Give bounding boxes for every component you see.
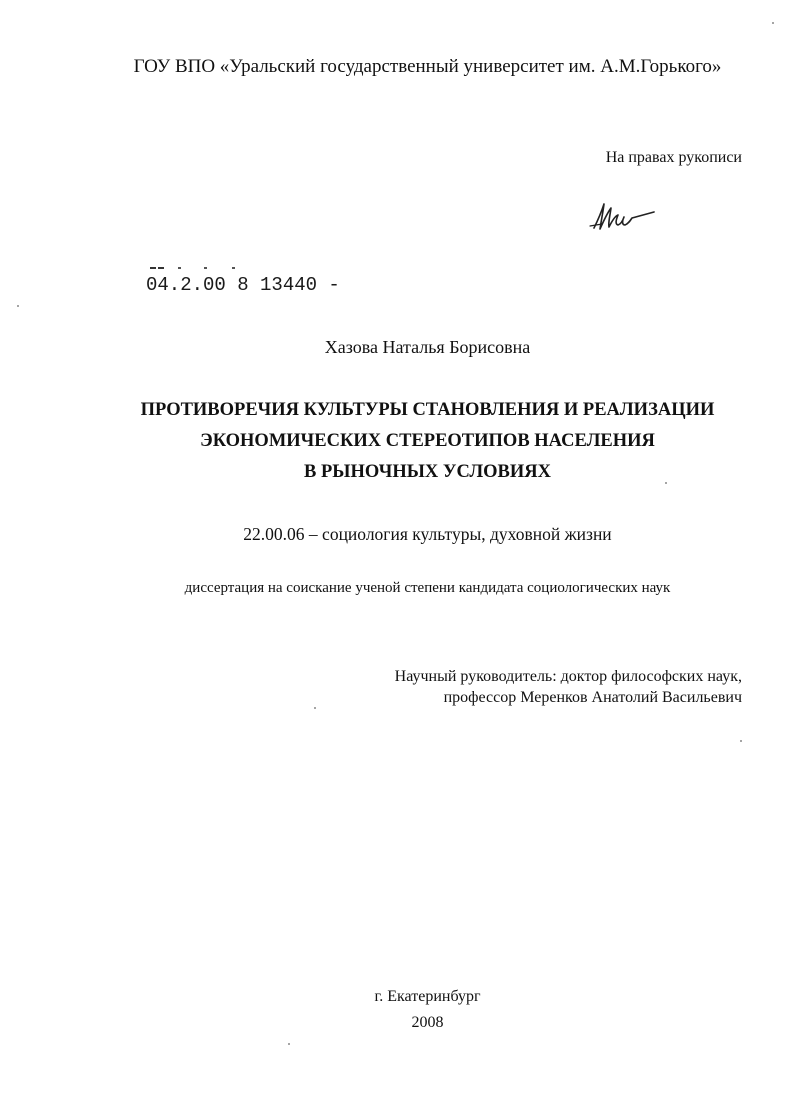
handwritten-signature-icon xyxy=(588,196,658,236)
specialty-code: 22.00.06 – социология культуры, духовной жизни xyxy=(243,524,612,544)
scan-speck xyxy=(772,22,774,24)
university-name: ГОУ ВПО «Уральский государственный университет им. А.М.Горького» xyxy=(133,56,722,77)
scan-speck xyxy=(665,482,667,484)
supervisor-line-1: Научный руководитель: доктор философских наук, xyxy=(394,668,742,685)
title-line-2: ЭКОНОМИЧЕСКИХ СТЕРЕОТИПОВ НАСЕЛЕНИЯ xyxy=(200,431,655,451)
registry-stamp-marks xyxy=(148,262,268,272)
supervisor-line-2: профессор Меренков Анатолий Васильевич xyxy=(443,689,742,706)
degree-description: диссертация на соискание ученой степени кандидата социологических наук xyxy=(184,580,671,596)
scan-speck xyxy=(314,707,316,709)
city: г. Екатеринбург xyxy=(374,988,481,1005)
scan-speck xyxy=(17,305,19,307)
title-line-1: ПРОТИВОРЕЧИЯ КУЛЬТУРЫ СТАНОВЛЕНИЯ И РЕАЛИЗАЦИИ xyxy=(140,400,715,420)
year: 2008 xyxy=(411,1014,444,1031)
author-name: Хазова Наталья Борисовна xyxy=(324,337,531,357)
registry-number: 04.2.00 8 13440 - xyxy=(146,274,340,296)
scan-speck xyxy=(288,1043,290,1045)
manuscript-rights-note: На правах рукописи xyxy=(605,149,742,166)
title-line-3: В РЫНОЧНЫХ УСЛОВИЯХ xyxy=(304,462,551,482)
dissertation-title xyxy=(28,395,799,488)
scan-speck xyxy=(740,740,742,742)
